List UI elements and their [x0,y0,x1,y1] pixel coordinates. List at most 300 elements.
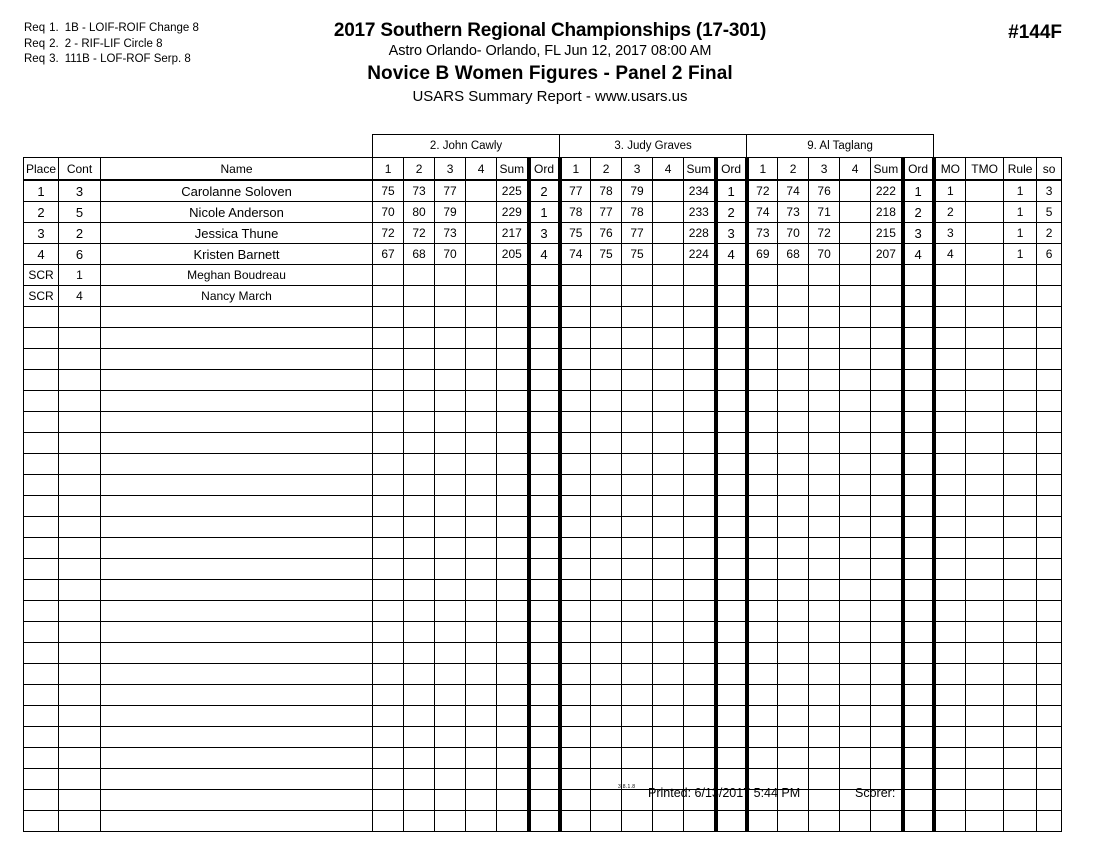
cell-place [24,454,59,475]
cell-j3-fig1: 73 [747,223,778,244]
requirement-text: 1B - LOIF-ROIF Change 8 [64,22,199,34]
cell-tmo [966,349,1004,370]
cell-j3-fig1 [747,517,778,538]
cell-j3-ord [903,580,934,601]
cell-j2-fig4 [653,538,684,559]
cell-j2-fig1 [560,538,591,559]
cell-j2-sum [684,433,716,454]
cell-j2-sum [684,643,716,664]
cell-j3-fig2 [778,748,809,769]
cell-j2-fig1 [560,307,591,328]
cell-place [24,475,59,496]
cell-j2-fig3 [622,412,653,433]
cell-j3-fig2 [778,685,809,706]
table-row-blank[interactable] [24,580,1062,601]
cell-tmo [966,370,1004,391]
cell-j2-fig2 [591,685,622,706]
cell-rule [1004,328,1037,349]
cell-j1-sum [497,538,529,559]
column-header-rule: Rule [1004,158,1037,181]
cell-j1-fig1 [373,307,404,328]
cell-name: Jessica Thune [101,223,373,244]
cell-j1-fig2 [404,496,435,517]
cell-j1-fig4 [466,454,497,475]
column-header-j2-fig4: 4 [653,158,684,181]
cell-rule: 1 [1004,244,1037,265]
cell-j2-fig3 [622,307,653,328]
cell-j3-fig4 [840,601,871,622]
cell-j2-ord [716,370,747,391]
cell-j3-ord [903,475,934,496]
column-header-name: Name [101,158,373,181]
table-row-blank[interactable] [24,601,1062,622]
cell-j3-fig1 [747,811,778,832]
cell-j2-fig2 [591,811,622,832]
cell-j1-fig3 [435,412,466,433]
cell-j2-fig2 [591,391,622,412]
cell-j3-fig2 [778,307,809,328]
requirement-number: 2. [49,37,59,50]
cell-j1-fig2 [404,538,435,559]
cell-j3-fig3 [809,643,840,664]
cell-mo [934,475,966,496]
cell-j1-fig1 [373,349,404,370]
cell-j3-fig2 [778,559,809,580]
cell-name [101,664,373,685]
cell-cont: 1 [59,265,101,286]
cell-so [1037,391,1062,412]
cell-j3-ord [903,727,934,748]
column-header-j2-sum: Sum [684,158,716,181]
cell-j3-sum [871,643,903,664]
table-row-blank[interactable] [24,412,1062,433]
cell-j3-fig4 [840,265,871,286]
cell-j3-fig1: 74 [747,202,778,223]
cell-j3-fig1: 69 [747,244,778,265]
cell-tmo [966,748,1004,769]
cell-j3-fig4 [840,433,871,454]
cell-j1-fig3 [435,601,466,622]
cell-name: Nicole Anderson [101,202,373,223]
column-header-j2-ord: Ord [716,158,747,181]
cell-tmo [966,391,1004,412]
cell-cont [59,391,101,412]
cell-j1-fig3 [435,664,466,685]
column-header-j1-sum: Sum [497,158,529,181]
cell-j3-sum [871,454,903,475]
cell-j1-sum [497,286,529,307]
cell-j2-ord [716,391,747,412]
cell-j3-fig3 [809,748,840,769]
cell-j1-fig1 [373,496,404,517]
cell-j2-fig4 [653,601,684,622]
cell-j1-fig4 [466,727,497,748]
cell-j3-fig1 [747,496,778,517]
cell-tmo [966,265,1004,286]
cell-j3-fig1 [747,748,778,769]
table-row-blank[interactable] [24,517,1062,538]
cell-rule [1004,370,1037,391]
cell-j1-fig3: 79 [435,202,466,223]
cell-j1-fig4 [466,307,497,328]
cell-j3-fig2 [778,580,809,601]
cell-j1-fig4 [466,559,497,580]
cell-rule [1004,391,1037,412]
cell-j2-fig1 [560,601,591,622]
cell-j2-fig2 [591,307,622,328]
table-row-blank[interactable] [24,727,1062,748]
cell-j2-fig4 [653,811,684,832]
cell-j3-ord [903,664,934,685]
cell-j2-fig4 [653,580,684,601]
table-row[interactable] [24,180,1062,202]
cell-j3-fig4 [840,412,871,433]
cell-tmo [966,307,1004,328]
cell-j1-fig2 [404,328,435,349]
cell-j1-sum [497,475,529,496]
cell-j2-fig4 [653,643,684,664]
cell-mo [934,622,966,643]
cell-j1-fig2 [404,622,435,643]
table-row-blank[interactable] [24,454,1062,475]
cell-cont [59,685,101,706]
cell-j3-sum [871,433,903,454]
cell-j1-fig1 [373,391,404,412]
cell-j3-fig2 [778,727,809,748]
cell-j1-fig3 [435,265,466,286]
column-header-place: Place [24,158,59,181]
table-row-blank[interactable] [24,307,1062,328]
cell-j2-fig3 [622,475,653,496]
cell-j2-fig2 [591,622,622,643]
cell-rule [1004,685,1037,706]
cell-j1-fig3 [435,706,466,727]
table-row-blank[interactable] [24,706,1062,727]
cell-j3-sum [871,265,903,286]
cell-j1-fig2 [404,685,435,706]
column-header-j1-fig2: 2 [404,158,435,181]
cell-j1-fig3: 73 [435,223,466,244]
cell-rule [1004,601,1037,622]
cell-j3-fig3 [809,496,840,517]
cell-j3-sum [871,412,903,433]
cell-tmo [966,244,1004,265]
cell-j3-fig2 [778,811,809,832]
cell-name [101,454,373,475]
cell-cont [59,412,101,433]
cell-j3-fig1 [747,601,778,622]
cell-j3-fig1 [747,706,778,727]
cell-tmo [966,517,1004,538]
cell-j1-sum [497,601,529,622]
cell-j1-sum [497,328,529,349]
cell-cont: 2 [59,223,101,244]
cell-cont [59,328,101,349]
cell-j2-fig1 [560,517,591,538]
cell-j2-sum: 233 [684,202,716,223]
cell-j2-ord [716,601,747,622]
cell-tmo [966,286,1004,307]
cell-j3-fig4 [840,202,871,223]
cell-j2-fig2 [591,727,622,748]
cell-j1-fig4 [466,433,497,454]
report-subtitle: USARS Summary Report - www.usars.us [412,88,688,105]
cell-so: 6 [1037,244,1062,265]
cell-j3-fig4 [840,811,871,832]
cell-j2-ord [716,412,747,433]
column-header-j3-fig3: 3 [809,158,840,181]
requirement-label: Req [24,37,46,50]
table-row-blank[interactable] [24,349,1062,370]
cell-tmo [966,496,1004,517]
cell-j2-fig1 [560,265,591,286]
cell-j3-fig2 [778,412,809,433]
cell-mo [934,643,966,664]
cell-j2-fig2 [591,475,622,496]
table-row[interactable] [24,286,1062,307]
cell-j2-sum [684,370,716,391]
cell-j3-fig3 [809,391,840,412]
cell-name [101,727,373,748]
cell-j3-fig4 [840,307,871,328]
cell-j1-fig4 [466,496,497,517]
cell-so [1037,622,1062,643]
cell-j1-fig1 [373,328,404,349]
cell-j3-fig4 [840,328,871,349]
cell-j2-ord [716,622,747,643]
cell-j1-sum [497,622,529,643]
cell-j1-fig4 [466,643,497,664]
cell-mo [934,391,966,412]
cell-place [24,370,59,391]
table-row-blank[interactable] [24,559,1062,580]
cell-j2-sum [684,307,716,328]
cell-j2-fig4 [653,664,684,685]
cell-mo [934,664,966,685]
cell-mo [934,328,966,349]
cell-mo [934,370,966,391]
cell-j1-ord [529,307,560,328]
table-row-blank[interactable] [24,685,1062,706]
cell-j2-fig4 [653,622,684,643]
cell-j1-fig2 [404,727,435,748]
table-row[interactable] [24,244,1062,265]
cell-j3-fig4 [840,349,871,370]
table-row-blank[interactable] [24,664,1062,685]
cell-j1-ord [529,349,560,370]
cell-j1-fig3: 77 [435,180,466,202]
requirement-text: 2 - RIF-LIF Circle 8 [64,37,163,50]
cell-j1-sum [497,685,529,706]
cell-mo: 4 [934,244,966,265]
cell-j1-fig3 [435,286,466,307]
cell-tmo [966,622,1004,643]
cell-j1-sum: 225 [497,180,529,202]
column-header-j1-ord: Ord [529,158,560,181]
cell-j2-ord: 3 [716,223,747,244]
cell-j1-fig3 [435,328,466,349]
cell-j2-ord [716,748,747,769]
cell-j3-fig3 [809,412,840,433]
cell-name: Kristen Barnett [101,244,373,265]
cell-j2-ord [716,580,747,601]
cell-j2-fig2 [591,349,622,370]
table-row-blank[interactable] [24,475,1062,496]
cell-tmo [966,664,1004,685]
cell-j3-fig2 [778,664,809,685]
cell-cont: 6 [59,244,101,265]
cell-so [1037,475,1062,496]
cell-tmo [966,223,1004,244]
cell-j3-fig4 [840,286,871,307]
score-table [23,134,1062,832]
cell-j2-fig3 [622,433,653,454]
cell-j1-fig1: 72 [373,223,404,244]
cell-j1-ord [529,454,560,475]
cell-so [1037,643,1062,664]
cell-j1-sum: 205 [497,244,529,265]
cell-j1-sum [497,706,529,727]
cell-place [24,433,59,454]
cell-j3-ord [903,517,934,538]
table-row-blank[interactable] [24,748,1062,769]
table-row-blank[interactable] [24,811,1062,832]
cell-j2-fig2 [591,601,622,622]
cell-cont: 3 [59,180,101,202]
cell-j1-fig3 [435,454,466,475]
cell-j2-fig2 [591,580,622,601]
table-row[interactable] [24,223,1062,244]
cell-j1-fig2 [404,454,435,475]
cell-j2-fig1 [560,433,591,454]
judge-name-1: 2. John Cawly [373,135,560,158]
cell-j1-fig4 [466,370,497,391]
cell-j1-ord [529,328,560,349]
cell-rule [1004,538,1037,559]
cell-j2-fig2: 76 [591,223,622,244]
table-row-blank[interactable] [24,496,1062,517]
cell-j1-fig2 [404,265,435,286]
cell-j3-fig3 [809,664,840,685]
cell-j2-fig3 [622,643,653,664]
cell-so: 3 [1037,180,1062,202]
cell-j2-fig2 [591,286,622,307]
cell-j3-fig3 [809,349,840,370]
cell-place [24,328,59,349]
cell-j2-ord [716,643,747,664]
cell-j2-fig2 [591,412,622,433]
cell-j2-fig3 [622,706,653,727]
cell-j1-fig4 [466,811,497,832]
cell-j1-fig2 [404,475,435,496]
cell-j1-fig4 [466,391,497,412]
table-row-blank[interactable] [24,433,1062,454]
cell-j3-fig4 [840,370,871,391]
cell-j3-fig1 [747,307,778,328]
judge-name-2: 3. Judy Graves [560,135,747,158]
cell-j1-fig4 [466,265,497,286]
cell-j3-ord [903,433,934,454]
cell-j3-sum [871,307,903,328]
table-row-blank[interactable] [24,328,1062,349]
cell-j1-ord [529,433,560,454]
cell-j1-fig3 [435,580,466,601]
cell-j2-fig3 [622,559,653,580]
cell-mo [934,559,966,580]
cell-so: 5 [1037,202,1062,223]
column-header-j3-ord: Ord [903,158,934,181]
cell-tmo [966,601,1004,622]
cell-j2-ord [716,307,747,328]
cell-j1-ord [529,811,560,832]
cell-cont: 4 [59,286,101,307]
cell-j1-ord [529,496,560,517]
cell-j1-fig2 [404,286,435,307]
cell-tmo [966,811,1004,832]
cell-j1-fig3: 70 [435,244,466,265]
cell-j2-fig3 [622,538,653,559]
table-row[interactable] [24,265,1062,286]
cell-j1-fig3 [435,727,466,748]
cell-j1-fig1 [373,706,404,727]
cell-place [24,706,59,727]
cell-j2-fig2 [591,496,622,517]
cell-j1-fig2 [404,412,435,433]
cell-j2-fig3 [622,517,653,538]
cell-name: Carolanne Soloven [101,180,373,202]
table-row-blank[interactable] [24,538,1062,559]
cell-j3-fig4 [840,727,871,748]
table-row[interactable] [24,202,1062,223]
table-row-blank[interactable] [24,391,1062,412]
table-row-blank[interactable] [24,622,1062,643]
cell-j1-fig3 [435,622,466,643]
cell-so [1037,265,1062,286]
cell-j1-sum [497,370,529,391]
cell-j3-ord [903,307,934,328]
cell-j1-fig2 [404,664,435,685]
cell-j3-fig2 [778,454,809,475]
table-row-blank[interactable] [24,370,1062,391]
table-row-blank[interactable] [24,643,1062,664]
score-sheet [23,134,1056,832]
cell-j2-sum: 234 [684,180,716,202]
cell-j2-fig3 [622,454,653,475]
cell-j1-sum [497,412,529,433]
cell-j1-fig4 [466,475,497,496]
cell-name [101,622,373,643]
cell-j1-ord [529,475,560,496]
cell-j3-sum: 222 [871,180,903,202]
cell-j2-sum [684,580,716,601]
cell-j1-fig4 [466,622,497,643]
cell-j3-sum [871,664,903,685]
cell-j3-fig2 [778,328,809,349]
cell-j2-ord [716,433,747,454]
cell-j3-sum [871,370,903,391]
cell-j2-fig4 [653,412,684,433]
cell-j3-ord [903,559,934,580]
cell-j3-ord [903,748,934,769]
cell-j3-fig3 [809,727,840,748]
cell-j1-fig4 [466,538,497,559]
cell-j2-fig1: 78 [560,202,591,223]
cell-j3-fig4 [840,538,871,559]
cell-cont [59,727,101,748]
cell-j3-sum: 218 [871,202,903,223]
cell-j2-fig2: 75 [591,244,622,265]
cell-j1-sum: 229 [497,202,529,223]
